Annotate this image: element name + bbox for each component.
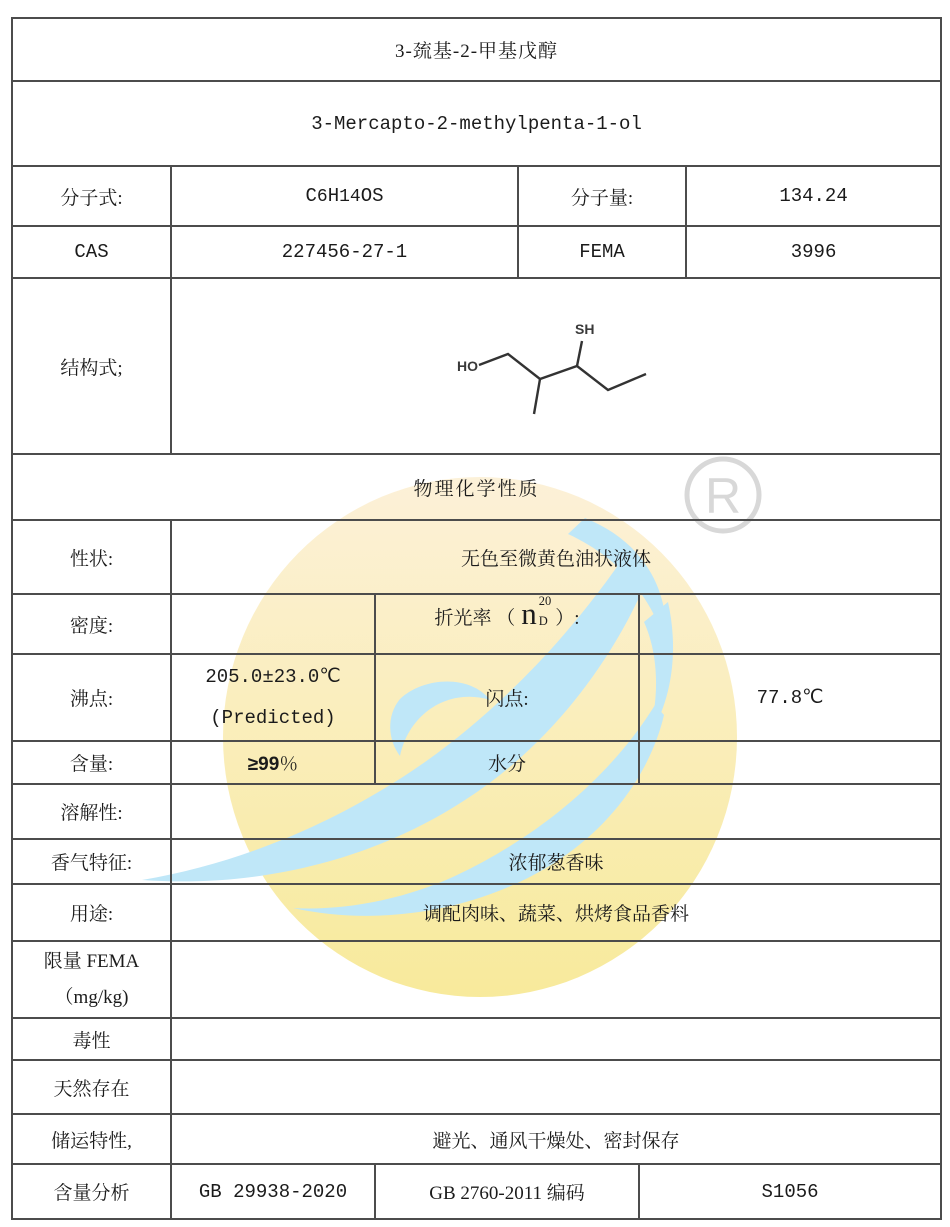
fema-limit-value [171,941,941,1018]
molecular-formula-value: C6H14OS [171,166,518,226]
natural-occurrence-label: 天然存在 [12,1060,171,1114]
fema-value: 3996 [686,226,941,278]
density-value [171,594,375,654]
boiling-point-label: 沸点: [12,654,171,741]
table-row [12,594,941,654]
table-row [12,941,941,1018]
solubility-label: 溶解性: [12,784,171,839]
flash-point-label: 闪点: [375,654,639,741]
compound-english-name: 3-Mercapto-2-methylpenta-1-ol [12,81,941,166]
molecular-weight-label: 分子量: [518,166,686,226]
cas-value: 227456-27-1 [171,226,518,278]
molecular-formula-label: 分子式: [12,166,171,226]
standard-gb2760-label: GB 2760-2011 编码 [375,1164,639,1219]
density-label: 密度: [12,594,171,654]
assay-label: 含量: [12,741,171,784]
table-row [12,454,941,520]
table-row [12,18,941,81]
refractive-n-symbol: n [521,596,537,632]
compound-datasheet-table [11,17,942,1220]
thiol-label: SH [575,321,595,337]
table-row [12,226,941,278]
assay-method-label: 含量分析 [12,1164,171,1219]
refractive-superscript: 20 [538,594,552,609]
refractive-index-label: 折光率 （ n 20 D ）: [375,594,639,654]
chemical-structure-drawing [425,298,690,433]
storage-label: 储运特性, [12,1114,171,1164]
table-row [12,81,941,166]
assay-value: ≥99％ [171,741,375,784]
hydroxyl-label: HO [457,358,478,374]
table-row [12,520,941,594]
table-row [12,654,941,741]
physchem-section-title: 物理化学性质 [12,454,941,520]
toxicity-label: 毒性 [12,1018,171,1060]
fema-limit-label: 限量 FEMA （mg/kg) [12,941,171,1018]
table-row [12,839,941,884]
table-row [12,166,941,226]
structure-drawing-area [172,280,940,452]
table-row [12,784,941,839]
refractive-subscript: D [538,613,548,628]
table-row [12,1060,941,1114]
aroma-value: 浓郁葱香味 [171,839,941,884]
usage-label: 用途: [12,884,171,941]
appearance-value: 无色至微黄色油状液体 [171,520,941,594]
table-row [12,1018,941,1060]
aroma-label: 香气特征: [12,839,171,884]
structure-label: 结构式; [12,278,171,454]
appearance-label: 性状: [12,520,171,594]
refractive-index-value [639,594,941,654]
molecular-weight-value: 134.24 [686,166,941,226]
structure-cell [171,278,941,454]
storage-value: 避光、通风干燥处、密封保存 [171,1114,941,1164]
table-row [12,741,941,784]
fema-label: FEMA [518,226,686,278]
registered-letter: R [704,468,742,524]
moisture-value [639,741,941,784]
table-row [12,884,941,941]
flash-point-value: 77.8℃ [639,654,941,741]
table-row [12,278,941,454]
cas-label: CAS [12,226,171,278]
toxicity-value [171,1018,941,1060]
standard-gb29938: GB 29938-2020 [171,1164,375,1219]
standard-code-value: S1056 [639,1164,941,1219]
solubility-value [171,784,941,839]
boiling-point-value: 205.0±23.0℃ (Predicted) [171,654,375,741]
moisture-label: 水分 [375,741,639,784]
natural-occurrence-value [171,1060,941,1114]
usage-value: 调配肉味、蔬菜、烘烤食品香料 [171,884,941,941]
compound-title: 3-巯基-2-甲基戊醇 [12,18,941,81]
table-row [12,1114,941,1164]
table-row [12,1164,941,1219]
